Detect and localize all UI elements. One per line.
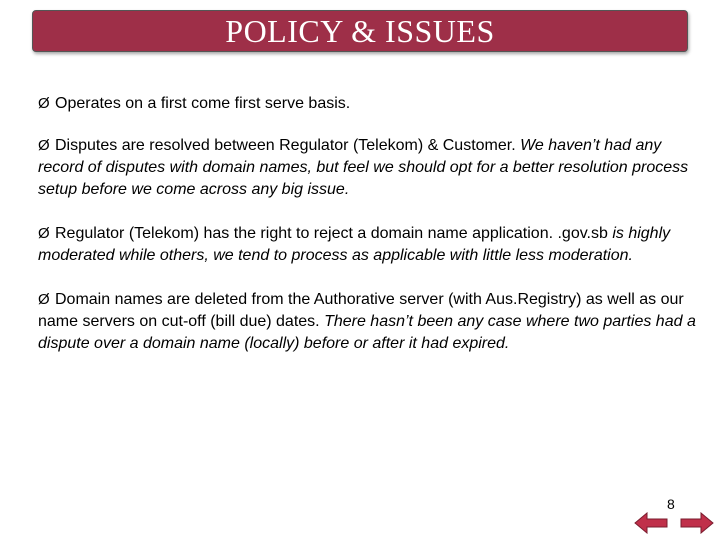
bullet-text-italic: is highly moderated while others, we tend to process as applicable with little less moderation. [38,225,671,264]
bullet-arrow-icon: Ø [38,137,50,154]
bullet-text-italic: There hasn’t been any case where two parties had a dispute over a domain name (locally) before or after it had expired. [38,313,696,352]
prev-slide-button[interactable] [634,512,668,534]
bullet-list [38,93,708,355]
bullet-arrow-icon: Ø [38,225,50,242]
bullet-text: Operates on a first come first serve basis. [55,95,351,112]
page-title: POLICY & ISSUES [225,13,495,49]
bullet-item [38,93,708,115]
bullet-item [38,223,708,267]
bullet-text: Regulator (Telekom) has the right to reject a domain name application. .gov.sb [55,225,613,242]
bullet-item [38,289,708,355]
bullet-arrow-icon: Ø [38,291,50,308]
bullet-text: Domain names are deleted from the Authorative server (with Aus.Registry) as well as our name servers on cut-off (bill due) dates. [38,291,684,330]
title-bar [32,10,688,52]
arrow-left-icon [634,512,668,534]
bullet-text: Disputes are resolved between Regulator (Telekom) & Customer. [55,137,521,154]
next-slide-button[interactable] [680,512,714,534]
bullet-item [38,135,708,201]
arrow-right-icon [680,512,714,534]
bullet-arrow-icon: Ø [38,95,50,112]
page-number: 8 [667,496,675,512]
bullet-text-italic: We haven’t had any record of disputes with domain names, but feel we should opt for a better resolution process setup before we come across any big issue. [38,137,689,198]
